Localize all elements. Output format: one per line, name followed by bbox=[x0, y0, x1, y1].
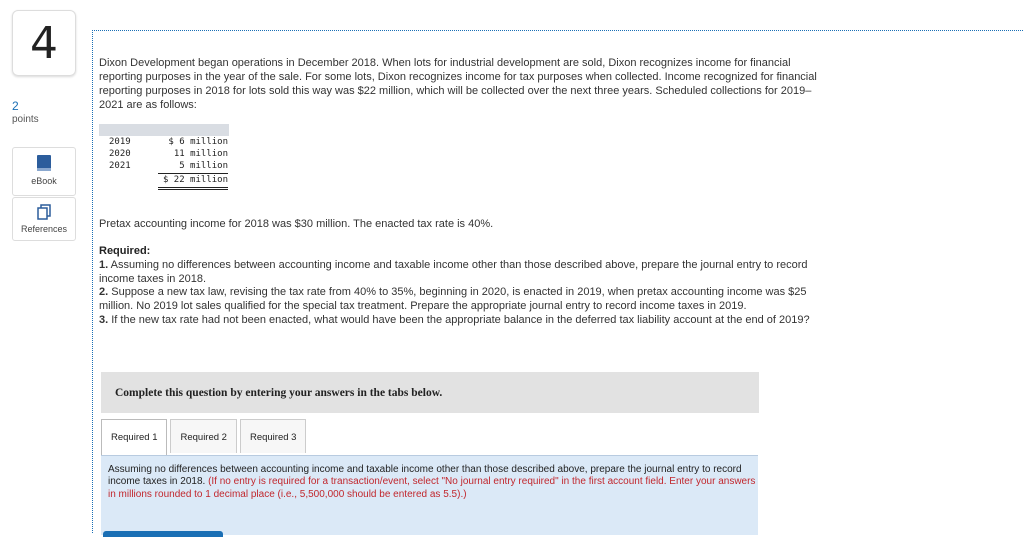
points-label: points bbox=[12, 114, 39, 125]
schedule-year: 2021 bbox=[109, 161, 131, 171]
ebook-button[interactable] bbox=[12, 147, 76, 196]
schedule-row bbox=[99, 160, 229, 172]
question-number: 4 bbox=[12, 10, 76, 76]
required-item bbox=[99, 286, 821, 314]
tab-required-2[interactable]: Required 2 bbox=[170, 419, 236, 453]
tab-instructions bbox=[101, 455, 758, 535]
tab-required-3[interactable]: Required 3 bbox=[240, 419, 306, 453]
collection-schedule bbox=[99, 124, 229, 184]
points-value: 2 bbox=[12, 99, 19, 113]
problem-statement: Dixon Development began operations in December 2018. When lots for industrial development are sold, Dixon recognizes income for financial reporting purposes in the year of the sale. For some lots, Dixon recognizes income for tax purposes when collected. Income recognized for financial reporting purposes in 2018 for lots sold this way was $22 million, which will be collected over the next three years. Scheduled collections for 2019–2021 are as follows: bbox=[99, 57, 817, 111]
required-section bbox=[99, 245, 821, 328]
schedule-row bbox=[99, 136, 229, 148]
schedule-header bbox=[99, 124, 229, 136]
references-button[interactable] bbox=[12, 197, 76, 241]
schedule-year: 2020 bbox=[109, 149, 131, 159]
question-content bbox=[92, 30, 1024, 533]
required-item-number: 1. bbox=[99, 258, 109, 271]
required-item bbox=[99, 259, 821, 287]
schedule-year: 2019 bbox=[109, 137, 131, 147]
required-item-number: 2. bbox=[99, 286, 109, 299]
schedule-amount: 5 million bbox=[179, 161, 228, 171]
tab-required-1[interactable]: Required 1 bbox=[101, 419, 167, 455]
schedule-amount: $ 6 million bbox=[168, 137, 228, 147]
references-label: References bbox=[20, 224, 68, 234]
instructions-main: Assuming no differences between accounting income and taxable income other than those described above, prepare the journal entry to record income taxes in 2018. bbox=[108, 464, 742, 488]
answer-tabs bbox=[101, 419, 309, 455]
required-item-text: Suppose a new tax law, revising the tax rate from 40% to 35%, beginning in 2020, is enacted in 2019, when pretax accounting income was $25 million. No 2019 lot sales qualified for the special tax treatment. Prepare the appropriate journal entry to record income taxes in 2019. bbox=[99, 286, 807, 313]
pretax-income-text: Pretax accounting income for 2018 was $30 million. The enacted tax rate is 40%. bbox=[99, 218, 494, 230]
instructions-banner bbox=[101, 372, 759, 413]
schedule-total-row bbox=[99, 172, 229, 184]
required-item-text: If the new tax rate had not been enacted, what would have been the appropriate balance in the deferred tax liability account at the end of 2019? bbox=[111, 313, 810, 326]
schedule-total: $ 22 million bbox=[158, 173, 228, 190]
ebook-label: eBook bbox=[31, 176, 57, 186]
left-rail bbox=[0, 0, 90, 532]
documents-icon bbox=[37, 204, 51, 220]
book-icon bbox=[36, 154, 52, 172]
schedule-row bbox=[99, 148, 229, 160]
schedule-amount: 11 million bbox=[173, 149, 228, 159]
required-item-number: 3. bbox=[99, 313, 109, 326]
required-item-text: Assuming no differences between accounting income and taxable income other than those described above, prepare the journal entry to record income taxes in 2018. bbox=[99, 258, 808, 285]
required-item bbox=[99, 314, 821, 328]
banner-text: Complete this question by entering your answers in the tabs below. bbox=[115, 386, 443, 399]
required-heading: Required: bbox=[99, 245, 151, 257]
instructions-note: (If no entry is required for a transaction/event, select "No journal entry required" in the first account field. Enter your answers in millions rounded to 1 decimal place (i.e., 5,500,000 should be entered as 5.5).) bbox=[108, 476, 756, 500]
